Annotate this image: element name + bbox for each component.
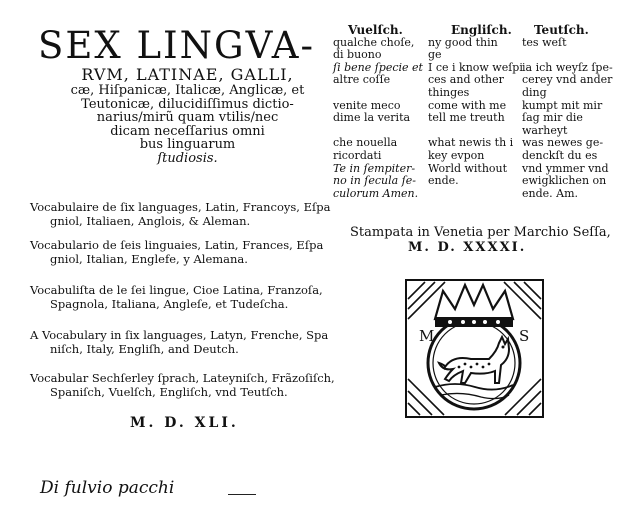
column-line: ende. Am. xyxy=(522,186,579,200)
column-line: key evpon xyxy=(428,148,485,162)
vocabulary-entry-german xyxy=(30,371,335,399)
column-line: ſag mir die xyxy=(522,111,583,125)
column-line: vnd ymmer vnd xyxy=(522,161,609,175)
colophon-line: Stampata in Venetia per Marchio Seſſa, xyxy=(350,225,611,240)
column-line: Te in ſempiter- xyxy=(333,161,416,175)
device-letter-m: M xyxy=(419,327,435,345)
title-line: bus linguarum xyxy=(139,137,236,152)
colophon-date: M. D. XXXXI. xyxy=(408,240,527,255)
printer-colophon xyxy=(350,225,610,255)
column-german xyxy=(522,24,637,200)
column-header: Teutſch. xyxy=(534,23,589,37)
title-line: ſtudiosis. xyxy=(157,150,218,166)
vocabulary-entry-italian xyxy=(30,283,330,311)
column-line: dime la verita xyxy=(333,111,411,125)
column-line: ricordati xyxy=(333,148,382,162)
column-line: cerey vnd ander xyxy=(522,73,613,87)
column-line: che nouella xyxy=(333,136,398,150)
column-line: di buono xyxy=(333,48,382,62)
vocabulary-line: Spagnola, Italiana, Angleſe, et Tudeſcha. xyxy=(50,297,289,311)
column-line: ge xyxy=(428,48,442,62)
vocabulary-line: gniol, Italian, Englefe, y Alemana. xyxy=(50,252,248,266)
signature-dash xyxy=(228,494,256,495)
column-italian xyxy=(333,24,428,200)
vocabulary-line: niſch, Italy, Engliſh, and Deutch. xyxy=(50,342,239,356)
vocabulary-line: Vocabulario de ſeis linguaies, Latin, Frances, Eſpa xyxy=(30,238,324,252)
column-line: no in ſecula ſe- xyxy=(333,174,416,188)
vocabulary-line: Vocabuliſta de le ſei lingue, Cioe Latina, Franzoſa, xyxy=(30,283,323,297)
title-line: cæ, Hiſpanicæ, Italicæ, Anglicæ, et xyxy=(70,83,305,98)
column-line: tell me treuth xyxy=(428,111,505,125)
vocabulary-entry-french xyxy=(30,200,330,228)
publication-date: M. D. XLI. xyxy=(130,415,239,431)
column-line xyxy=(522,49,637,62)
vocabulary-line: Vocabular Sechſerley ſprach, Lateyniſch, Frãzoſiſch, xyxy=(30,371,335,385)
column-line: kumpt mit mir xyxy=(522,98,603,112)
title-line: Teutonicæ, dilucidiſſimus dictio- xyxy=(81,96,294,112)
column-line: ia ich weyſz ſpe- xyxy=(522,60,613,74)
vocabulary-line: Spaniſch, Vuelſch, Engliſch, vnd Teutſch. xyxy=(50,385,288,399)
vocabulary-entry-spanish xyxy=(30,238,330,266)
column-line: warheyt xyxy=(522,123,568,137)
column-line: come with me xyxy=(428,98,507,112)
title-line: narius/mirũ quam vtilis/nec xyxy=(96,110,279,125)
title-line: dicam neceſſarius omni xyxy=(110,123,265,139)
vocabulary-entry-english xyxy=(30,328,330,356)
vocabulary-line: A Vocabulary in ſix languages, Latyn, Frenche, Spa xyxy=(30,328,329,342)
column-line: altre coſſe xyxy=(333,73,391,87)
column-line: ewigklichen on xyxy=(522,174,607,188)
column-line: qualche choſe, xyxy=(333,35,415,49)
column-line: World without xyxy=(428,161,508,175)
column-line: was newes ge- xyxy=(522,136,604,150)
column-line: I ce i know weſpi xyxy=(428,60,523,74)
printer-device-woodcut xyxy=(405,279,544,418)
title-heading: SEX LINGVA- xyxy=(38,24,316,67)
column-header: Vuelſch. xyxy=(348,23,403,37)
column-line: ny good thin xyxy=(428,35,498,49)
column-header: Engliſch. xyxy=(451,23,512,37)
column-line: venite meco xyxy=(333,98,401,112)
column-line: ding xyxy=(522,85,547,99)
handwritten-signature: Di fulvio pacchi xyxy=(40,478,175,498)
column-line: what newis th i xyxy=(428,136,514,150)
column-line: thinges xyxy=(428,85,470,99)
column-line: tes weſt xyxy=(522,35,567,49)
column-english xyxy=(428,24,523,188)
vocabulary-line: gniol, Italiaen, Anglois, & Aleman. xyxy=(50,214,251,228)
column-line: ende. xyxy=(428,174,459,188)
device-letter-s: S xyxy=(519,327,530,345)
column-line: ces and other xyxy=(428,73,504,87)
column-line: denckſt du es xyxy=(522,148,598,162)
column-line: ſi bene ſpecie et xyxy=(333,60,423,74)
vocabulary-line: Vocabulaire de ſix languages, Latin, Francoys, Eſpa xyxy=(30,200,331,214)
column-line: culorum Amen. xyxy=(333,186,419,200)
title-subtitle xyxy=(55,66,320,165)
title-line: RVM, LATINAE, GALLI, xyxy=(81,65,294,84)
column-line xyxy=(333,87,428,100)
